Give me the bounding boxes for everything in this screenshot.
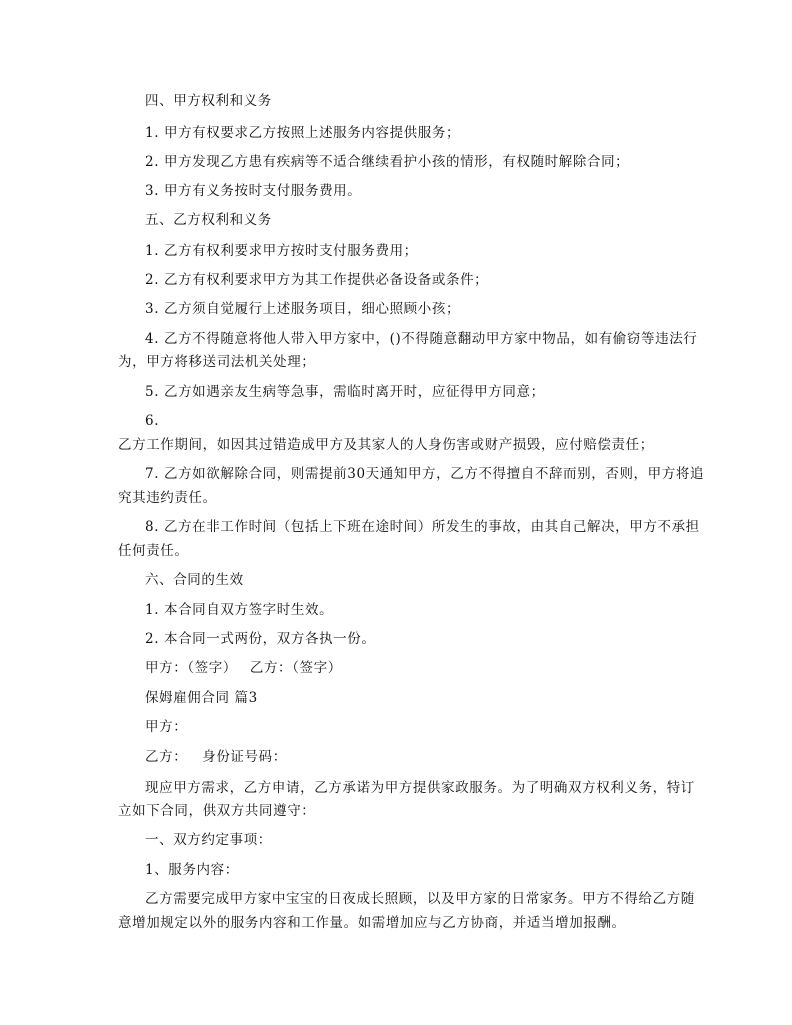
section-4-item-1: 1. 甲方有权要求乙方按照上述服务内容提供服务；	[145, 125, 461, 141]
section-5-item-6-text: 乙方工作期间，如因其过错造成甲方及其家人的人身伤害或财产损毁，应付赔偿责任；	[118, 437, 654, 453]
signature-party-a: 甲方：（签字）	[145, 660, 237, 676]
section-5-item-6-number: 6.	[145, 413, 160, 429]
section-4-item-3: 3. 甲方有义务按时支付服务费用。	[145, 183, 362, 199]
section-5-item-8-line-1: 8. 乙方在非工作时间（包括上下班在途时间）所发生的事故，由其自己解决，甲方不承担	[145, 519, 700, 535]
signature-line	[118, 659, 678, 677]
contract-3-item-1-line-1: 乙方需要完成甲方家中宝宝的日夜成长照顾，以及甲方家的日常家务。甲方不得给乙方随	[145, 891, 695, 907]
section-4-heading: 四、甲方权利和义务	[145, 93, 272, 109]
section-4-item-2: 2. 甲方发现乙方患有疾病等不适合继续看护小孩的情形，有权随时解除合同；	[145, 154, 630, 170]
section-5-heading: 五、乙方权利和义务	[145, 212, 272, 228]
section-5-item-2: 2. 乙方有权利要求甲方为其工作提供必备设备或条件；	[145, 272, 489, 288]
party-b-id-label: 身份证号码：	[202, 749, 287, 765]
party-a-label: 甲方：	[145, 719, 188, 735]
party-b-label: 乙方：	[145, 749, 188, 765]
intro-line-2: 立如下合同，供双方共同遵守：	[118, 803, 316, 819]
section-5-item-7-line-2: 究其违约责任。	[118, 490, 217, 506]
section-5-item-8-line-2: 任何责任。	[118, 543, 189, 559]
intro-line-1: 现应甲方需求，乙方申请，乙方承诺为甲方提供家政服务。为了明确双方权利义务，特订	[145, 780, 695, 796]
section-5-item-4-line-2: 为，甲方将移送司法机关处理；	[118, 354, 316, 370]
contract-3-section-1-heading: 一、双方约定事项：	[145, 832, 272, 848]
section-5-item-7-line-1: 7. 乙方如欲解除合同，则需提前30天通知甲方，乙方不得擅自不辞而别，否则，甲方将追	[145, 466, 705, 482]
section-5-item-3: 3. 乙方须自觉履行上述服务项目，细心照顾小孩；	[145, 301, 461, 317]
section-5-item-1: 1. 乙方有权利要求甲方按时支付服务费用；	[145, 243, 418, 259]
section-5-item-4-line-1: 4. 乙方不得随意将他人带入甲方家中，()不得随意翻动甲方家中物品，如有偷窃等违法行	[145, 331, 698, 347]
party-b-line	[118, 748, 678, 766]
contract-3-item-1-line-2: 意增加规定以外的服务内容和工作量。如需增加应与乙方协商，并适当增加报酬。	[118, 915, 626, 931]
section-6-item-2: 2. 本合同一式两份，双方各执一份。	[145, 631, 376, 647]
section-6-heading: 六、合同的生效	[145, 572, 244, 588]
signature-party-b: 乙方：（签字）	[249, 660, 342, 676]
contract-3-item-1-heading: 1、服务内容：	[145, 862, 239, 878]
section-5-item-5: 5. 乙方如遇亲友生病等急事，需临时离开时，应征得甲方同意；	[145, 384, 545, 400]
contract-3-title: 保姆雇佣合同 篇3	[145, 690, 258, 706]
section-6-item-1: 1. 本合同自双方签字时生效。	[145, 602, 334, 618]
